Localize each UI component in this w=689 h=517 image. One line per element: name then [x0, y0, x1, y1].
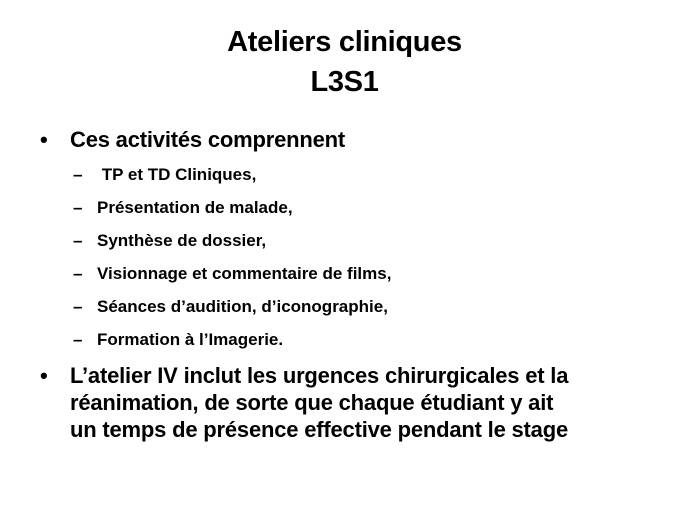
title-line-1: Ateliers cliniques	[227, 26, 462, 58]
bullet-text-line-3: un temps de présence effective pendant le stage	[70, 417, 568, 442]
dash-marker: –	[73, 264, 83, 283]
bullet-text-line-1: L’atelier IV inclut les urgences chirurgicales et la	[70, 363, 569, 388]
dash-marker: –	[73, 330, 83, 349]
dash-marker: –	[73, 231, 83, 250]
sub-item-text: Séances d’audition, d’iconographie,	[97, 297, 388, 316]
dash-marker: –	[73, 165, 83, 184]
bullet-marker: •	[40, 127, 48, 152]
sub-item-text: TP et TD Cliniques,	[97, 165, 257, 184]
sub-item-text: Formation à l’Imagerie.	[97, 330, 284, 349]
bullet-text	[70, 362, 568, 443]
sub-item-text: Visionnage et commentaire de films,	[97, 264, 392, 283]
sub-item-text: Synthèse de dossier,	[97, 231, 267, 250]
bullet-marker: •	[40, 363, 48, 388]
dash-marker: –	[73, 198, 83, 217]
bullet-text: Ces activités comprennent	[70, 127, 345, 152]
title-line-2: L3S1	[310, 66, 379, 98]
sub-item-text: Présentation de malade,	[97, 198, 293, 217]
dash-marker: –	[73, 297, 83, 316]
bullet-text-line-2: réanimation, de sorte que chaque étudiant y ait	[70, 390, 554, 415]
slide-title	[0, 22, 689, 102]
